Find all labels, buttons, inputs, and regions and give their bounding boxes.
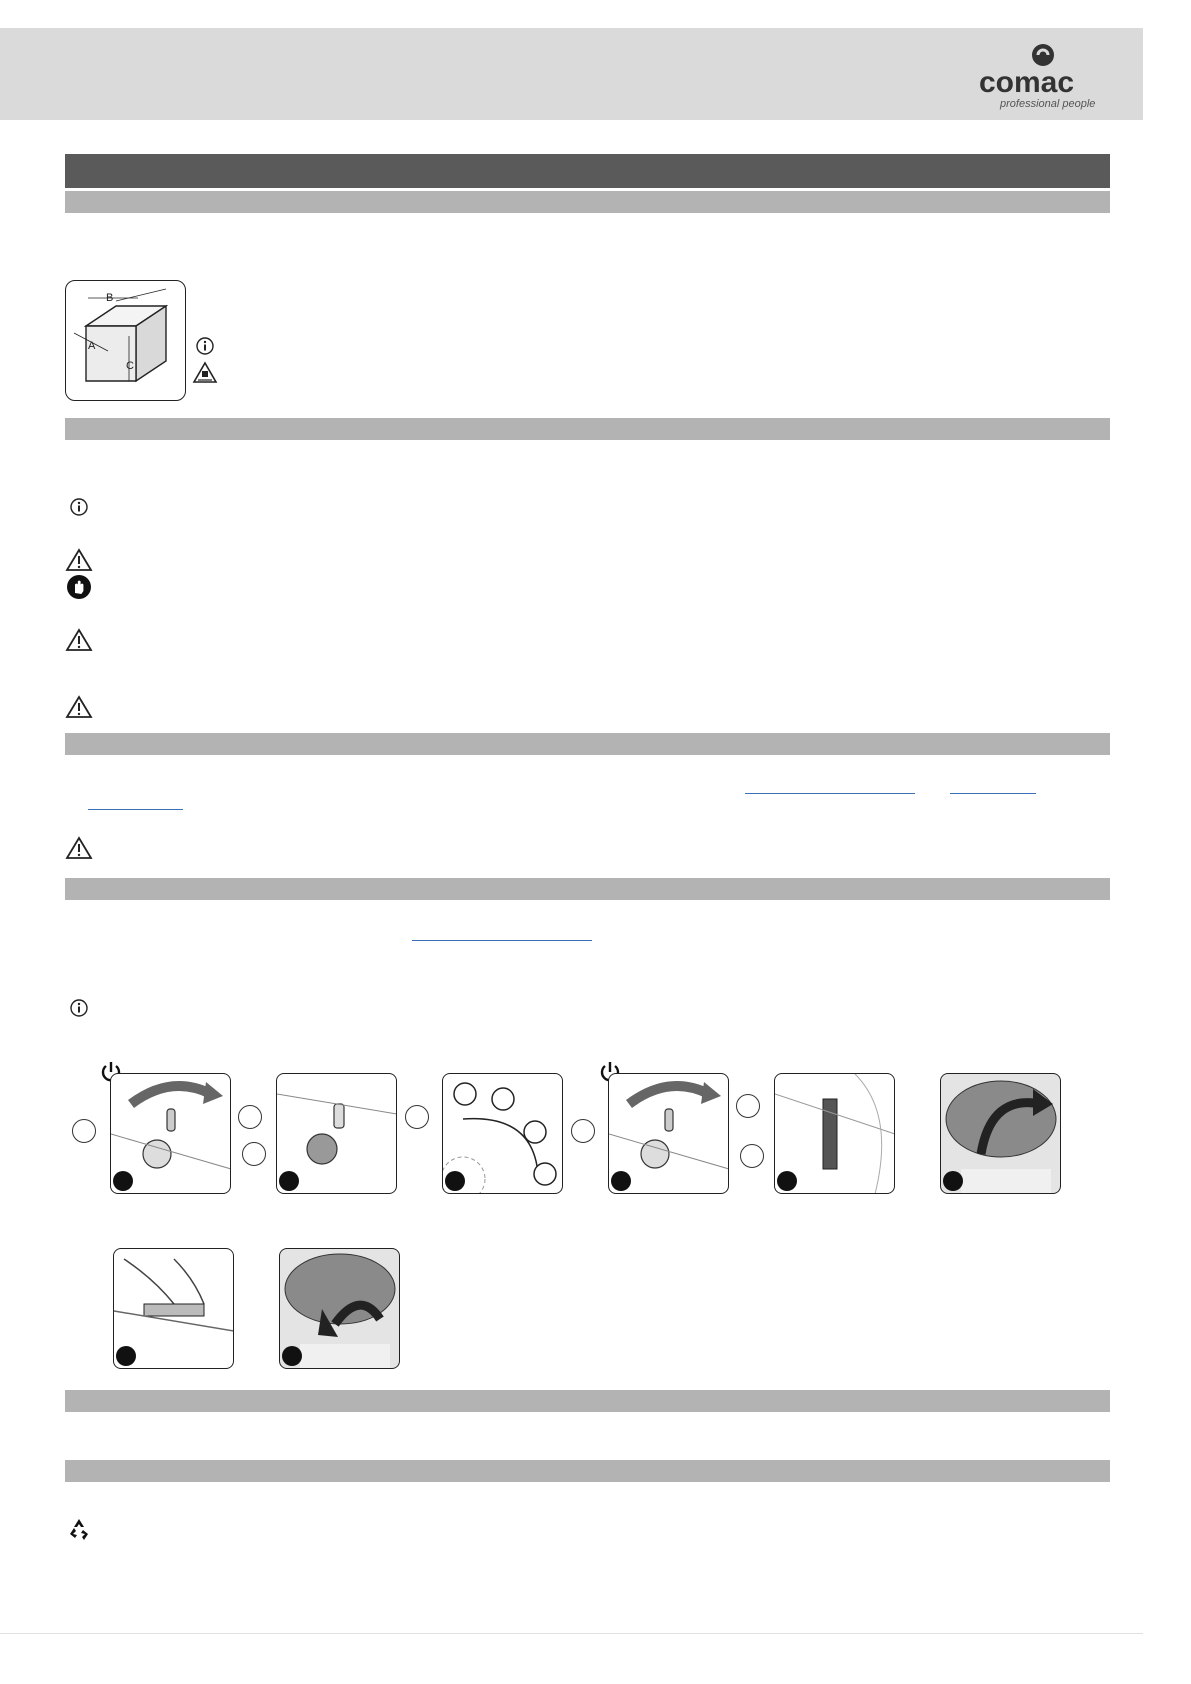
box-diagram xyxy=(66,281,184,399)
figure-7-disconnect-battery xyxy=(113,1248,234,1369)
gloves-icon xyxy=(66,574,92,600)
section-bar-5 xyxy=(65,1390,1110,1412)
footer-divider xyxy=(0,1633,1143,1634)
figure-number-dot xyxy=(777,1171,797,1191)
callout-circle xyxy=(242,1142,266,1166)
warning-icon xyxy=(65,548,93,572)
warning-icon xyxy=(65,695,93,719)
warning-icon xyxy=(65,628,93,652)
section-bar-packaging xyxy=(65,191,1110,213)
figure-number-dot xyxy=(282,1346,302,1366)
figure-8-close-cover xyxy=(279,1248,400,1369)
packaging-dimensions-figure xyxy=(65,280,186,401)
header-band xyxy=(0,28,1143,120)
section-bar-3 xyxy=(65,733,1110,755)
dimension-label-a: A xyxy=(88,340,96,352)
section-bar-6 xyxy=(65,1460,1110,1482)
figure-3-mode-selector xyxy=(442,1073,563,1194)
info-icon xyxy=(195,336,215,356)
section-bar-2 xyxy=(65,418,1110,440)
figure-number-dot xyxy=(943,1171,963,1191)
callout-circle xyxy=(405,1105,429,1129)
figure-5-connector xyxy=(774,1073,895,1194)
callout-circle xyxy=(740,1144,764,1168)
figure-number-dot xyxy=(279,1171,299,1191)
figure-1-key-off xyxy=(110,1073,231,1194)
callout-circle xyxy=(736,1094,760,1118)
dimension-label-b: B xyxy=(106,292,114,304)
logo-tagline: professional people xyxy=(1000,98,1096,110)
cross-reference-link[interactable] xyxy=(745,793,915,794)
cross-reference-link[interactable] xyxy=(88,809,183,810)
section-bar-4 xyxy=(65,878,1110,900)
dimension-label-c: C xyxy=(126,360,134,372)
lifting-hazard-icon xyxy=(192,361,218,385)
figure-number-dot xyxy=(113,1171,133,1191)
callout-circle xyxy=(238,1105,262,1129)
figure-number-dot xyxy=(445,1171,465,1191)
cross-reference-link[interactable] xyxy=(412,940,592,941)
callout-circle xyxy=(571,1119,595,1143)
figure-number-dot xyxy=(116,1346,136,1366)
chapter-title-bar xyxy=(65,154,1110,188)
cross-reference-link[interactable] xyxy=(950,793,1036,794)
callout-circle xyxy=(72,1119,96,1143)
figure-6-open-cover xyxy=(940,1073,1061,1194)
figure-number-dot xyxy=(611,1171,631,1191)
info-icon xyxy=(69,998,89,1018)
recycle-icon xyxy=(66,1516,92,1542)
logo-text: comac xyxy=(979,66,1075,99)
figure-4-key-off xyxy=(608,1073,729,1194)
figure-2-knob xyxy=(276,1073,397,1194)
info-icon xyxy=(69,497,89,517)
warning-icon xyxy=(65,836,93,860)
